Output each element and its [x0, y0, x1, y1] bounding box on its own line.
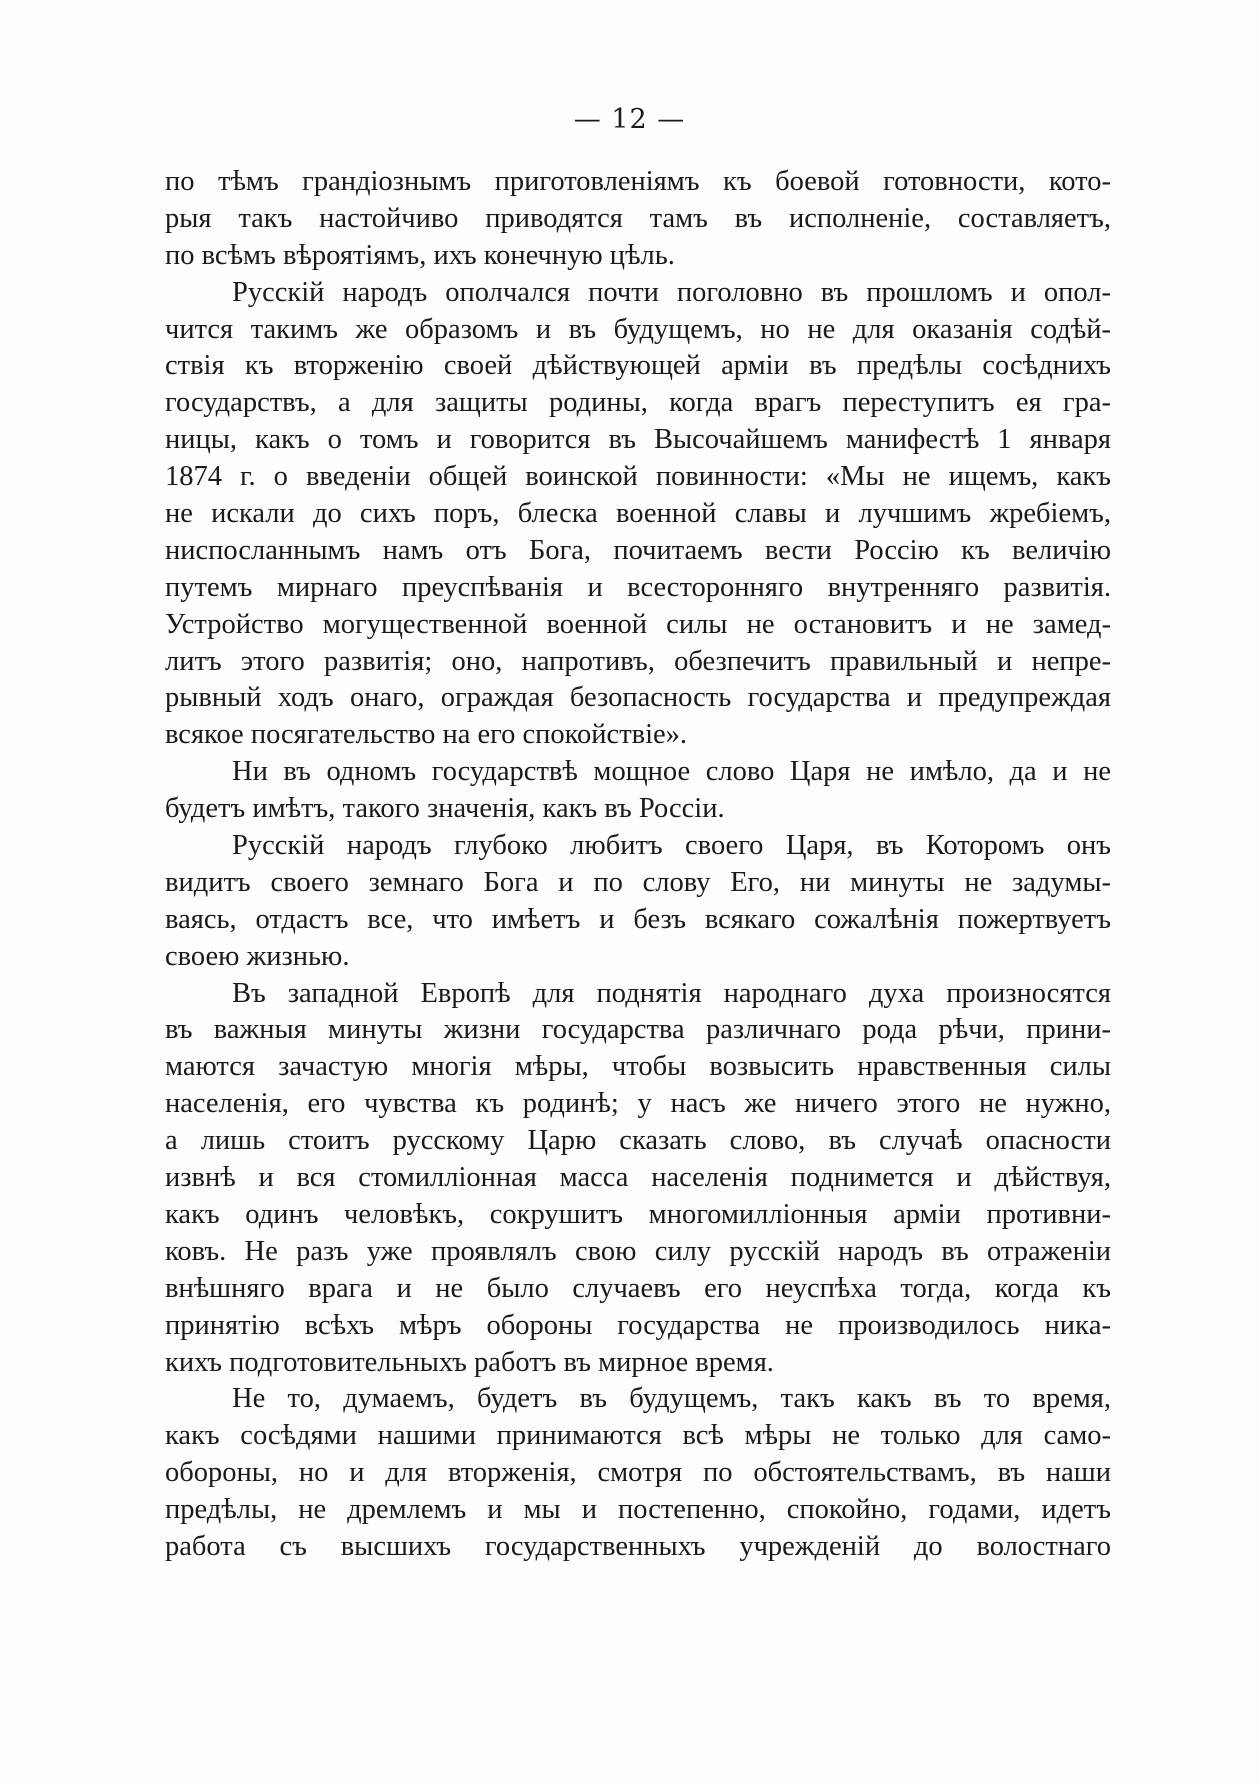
text-line: кихъ подготовительныхъ работъ въ мирное время.	[165, 1346, 774, 1378]
text-line: рывный ходъ онаго, ограждая безопасность государства и предупреждая	[165, 682, 1111, 714]
text-line: рыя такъ настойчиво приводятся тамъ въ исполненіе, составляетъ,	[165, 202, 1111, 234]
text-line: Русскій народъ глубоко любитъ своего Царя, въ Которомъ онъ	[232, 830, 1111, 862]
text-line: чится такимъ же образомъ и въ будущемъ, но не для оказанія содѣй-	[165, 313, 1111, 345]
text-line: не искали до сихъ поръ, блеска военной славы и лучшимъ жребіемъ,	[165, 498, 1111, 530]
text-line: своею жизнью.	[165, 940, 350, 972]
text-line: какъ сосѣдями нашими принимаются всѣ мѣры не только для само-	[165, 1420, 1111, 1452]
text-line: по тѣмъ грандіознымъ приготовленіямъ къ боевой готовности, кото-	[165, 166, 1111, 197]
text-line: извнѣ и вся стомилліонная масса населенія поднимется и дѣйствуя,	[165, 1162, 1111, 1194]
page-number: — 12 —	[573, 104, 686, 135]
paragraph	[165, 754, 1111, 828]
text-line: принятію всѣхъ мѣръ обороны государства не производилось никa-	[165, 1309, 1111, 1341]
text-line: литъ этого развитія; оно, напротивъ, обезпечитъ правильный и непре-	[165, 645, 1111, 677]
text-line: а лишь стоитъ русскому Царю сказать слово, въ случаѣ опасности	[165, 1125, 1111, 1157]
text-line: Русскій народъ ополчался почти поголовно въ прошломъ и опол-	[232, 276, 1111, 308]
text-line: какъ одинъ человѣкъ, сокрушитъ многомилліонныя арміи противни-	[165, 1198, 1111, 1230]
text-line: всякое посягательство на его спокойствіе».	[165, 719, 688, 751]
text-line: ниспосланнымъ намъ отъ Бога, почитаемъ вести Россію къ величію	[165, 534, 1111, 566]
text-line: ствія къ вторженію своей дѣйствующей арміи въ предѣлы сосѣднихъ	[165, 350, 1111, 382]
paragraph	[165, 976, 1111, 1382]
paragraph	[165, 828, 1111, 976]
text-line: видитъ своего земнаго Бога и по слову Его, ни минуты не задумы-	[165, 866, 1111, 898]
text-line: Не то, думаемъ, будетъ въ будущемъ, такъ какъ въ то время,	[232, 1383, 1111, 1415]
text-line: внѣшняго врага и не было случаевъ его неуспѣха тогда, когда къ	[165, 1272, 1111, 1304]
text-line: 1874 г. о введеніи общей воинской повинности: «Мы не ищемъ, какъ	[165, 461, 1111, 493]
text-line: работа съ высшихъ государственныхъ учрежденій до волостнаго	[165, 1530, 1111, 1562]
text-line: Въ западной Европѣ для поднятія народнаго духа произносятся	[232, 977, 1111, 1009]
text-line: по всѣмъ вѣроятіямъ, ихъ конечную цѣль.	[165, 239, 675, 271]
text-line: будетъ имѣтъ, такого значенія, какъ въ Россіи.	[165, 793, 725, 825]
paragraph	[165, 1381, 1111, 1565]
text-line: обороны, но и для вторженія, смотря по обстоятельствамъ, въ наши	[165, 1457, 1111, 1489]
text-line: въ важныя минуты жизни государства различнаго рода рѣчи, прини-	[165, 1014, 1111, 1046]
text-line: ковъ. Не разъ уже проявлялъ свою силу русскій народъ въ отраженіи	[165, 1235, 1111, 1267]
text-line: Ни въ одномъ государствѣ мощное слово Царя не имѣло, да и не	[232, 756, 1111, 788]
text-line: населенія, его чувства къ родинѣ; у насъ же ничего этого не нужно,	[165, 1088, 1111, 1120]
text-line: предѣлы, не дремлемъ и мы и постепенно, спокойно, годами, идетъ	[165, 1494, 1111, 1526]
text-line: государствъ, а для защиты родины, когда врагъ переступитъ ея гра-	[165, 387, 1111, 419]
text-line: ваясь, отдастъ все, что имѣетъ и безъ всякаго сожалѣнія пожертвуетъ	[165, 903, 1111, 935]
text-line: путемъ мирнаго преуспѣванія и всесторонняго внутренняго развитія.	[165, 571, 1111, 603]
body-text	[165, 164, 1111, 1566]
paragraph	[165, 275, 1111, 755]
text-line: Устройство могущественной военной силы не остановитъ и не замед-	[165, 608, 1111, 640]
paragraph	[165, 164, 1111, 275]
text-line: маются зачастую многія мѣры, чтобы возвысить нравственныя силы	[165, 1051, 1111, 1083]
text-line: ницы, какъ о томъ и говорится въ Высочайшемъ манифестѣ 1 января	[165, 424, 1111, 456]
